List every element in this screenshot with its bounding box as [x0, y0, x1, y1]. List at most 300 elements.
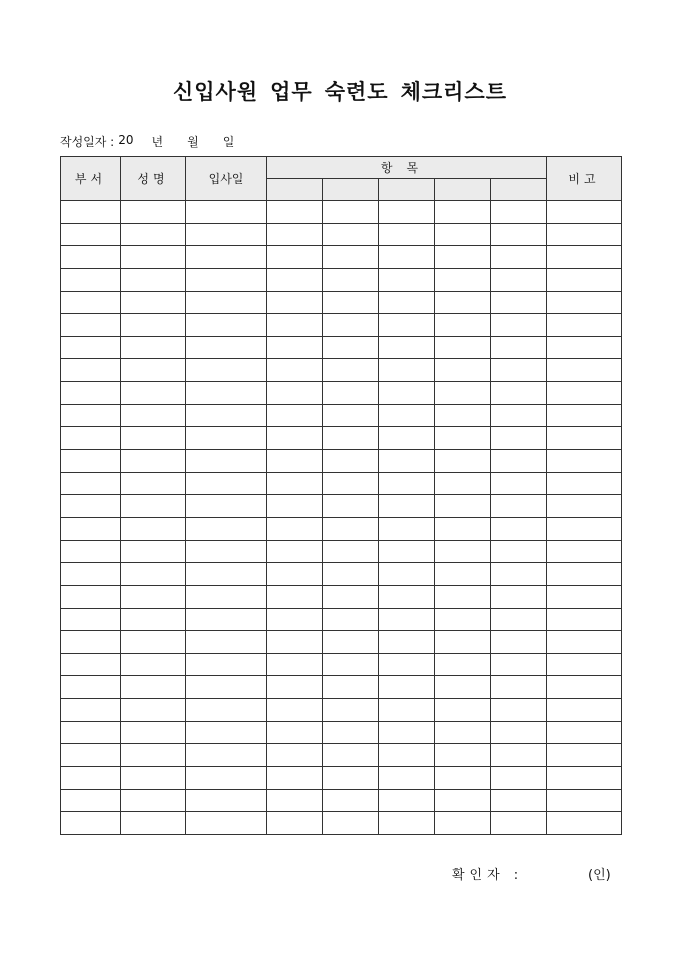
table-cell[interactable] — [491, 563, 547, 586]
table-cell[interactable] — [186, 812, 267, 835]
table-row — [61, 585, 622, 608]
header-department: 부서 — [61, 157, 121, 201]
table-row — [61, 359, 622, 382]
table-cell[interactable] — [379, 744, 435, 767]
table-cell[interactable] — [267, 676, 323, 699]
table-row — [61, 653, 622, 676]
table-cell[interactable] — [435, 721, 491, 744]
table-cell[interactable] — [323, 540, 379, 563]
table-cell[interactable] — [121, 767, 186, 790]
table-cell[interactable] — [323, 631, 379, 654]
table-cell[interactable] — [323, 450, 379, 473]
table-cell[interactable] — [186, 540, 267, 563]
table-cell[interactable] — [323, 721, 379, 744]
table-cell[interactable] — [435, 201, 491, 224]
table-cell[interactable] — [379, 812, 435, 835]
table-cell[interactable] — [435, 540, 491, 563]
table-cell[interactable] — [435, 563, 491, 586]
table-cell[interactable] — [491, 676, 547, 699]
table-cell[interactable] — [121, 653, 186, 676]
table-cell[interactable] — [435, 427, 491, 450]
table-cell[interactable] — [323, 336, 379, 359]
header-name: 성명 — [121, 157, 186, 201]
item-subheader-cell — [491, 179, 547, 201]
table-cell[interactable] — [491, 540, 547, 563]
table-cell[interactable] — [379, 676, 435, 699]
table-cell[interactable] — [323, 223, 379, 246]
table-cell[interactable] — [379, 585, 435, 608]
table-cell[interactable] — [323, 495, 379, 518]
table-cell[interactable] — [491, 608, 547, 631]
table-cell[interactable] — [121, 336, 186, 359]
table-cell[interactable] — [267, 789, 323, 812]
table-cell[interactable] — [491, 721, 547, 744]
table-cell[interactable] — [61, 404, 121, 427]
table-cell[interactable] — [547, 268, 622, 291]
table-row — [61, 246, 622, 269]
table-cell[interactable] — [323, 382, 379, 405]
table-cell[interactable] — [121, 427, 186, 450]
table-cell[interactable] — [61, 540, 121, 563]
table-cell[interactable] — [323, 699, 379, 722]
table-cell[interactable] — [491, 631, 547, 654]
table-cell[interactable] — [547, 812, 622, 835]
table-cell[interactable] — [323, 812, 379, 835]
table-cell[interactable] — [547, 291, 622, 314]
item-subheader-cell — [267, 179, 323, 201]
table-cell[interactable] — [61, 336, 121, 359]
table-cell[interactable] — [121, 246, 186, 269]
table-cell[interactable] — [267, 608, 323, 631]
table-cell[interactable] — [121, 291, 186, 314]
table-row — [61, 450, 622, 473]
table-cell[interactable] — [186, 585, 267, 608]
table-cell[interactable] — [323, 201, 379, 224]
table-cell[interactable] — [61, 268, 121, 291]
table-cell[interactable] — [491, 495, 547, 518]
table-row — [61, 404, 622, 427]
table-cell[interactable] — [379, 314, 435, 337]
table-cell[interactable] — [491, 382, 547, 405]
table-cell[interactable] — [61, 653, 121, 676]
table-cell[interactable] — [267, 563, 323, 586]
table-cell[interactable] — [186, 563, 267, 586]
table-row — [61, 517, 622, 540]
table-cell[interactable] — [121, 314, 186, 337]
table-cell[interactable] — [547, 585, 622, 608]
table-cell[interactable] — [547, 789, 622, 812]
table-cell[interactable] — [267, 223, 323, 246]
table-cell[interactable] — [491, 359, 547, 382]
table-cell[interactable] — [121, 404, 186, 427]
table-cell[interactable] — [379, 201, 435, 224]
table-cell[interactable] — [491, 653, 547, 676]
table-cell[interactable] — [379, 540, 435, 563]
table-cell[interactable] — [323, 608, 379, 631]
table-cell[interactable] — [379, 268, 435, 291]
table-cell[interactable] — [547, 608, 622, 631]
table-cell[interactable] — [547, 699, 622, 722]
table-cell[interactable] — [186, 382, 267, 405]
table-cell[interactable] — [379, 653, 435, 676]
table-cell[interactable] — [267, 585, 323, 608]
table-cell[interactable] — [435, 699, 491, 722]
table-cell[interactable] — [379, 517, 435, 540]
table-cell[interactable] — [186, 744, 267, 767]
table-cell[interactable] — [435, 336, 491, 359]
table-cell[interactable] — [61, 699, 121, 722]
table-cell[interactable] — [186, 404, 267, 427]
table-cell[interactable] — [435, 653, 491, 676]
table-cell[interactable] — [186, 291, 267, 314]
table-cell[interactable] — [186, 699, 267, 722]
table-cell[interactable] — [121, 631, 186, 654]
table-cell[interactable] — [379, 427, 435, 450]
header-remarks: 비고 — [547, 157, 622, 201]
table-cell[interactable] — [121, 608, 186, 631]
table-cell[interactable] — [323, 427, 379, 450]
table-cell[interactable] — [547, 404, 622, 427]
table-cell[interactable] — [61, 427, 121, 450]
table-cell[interactable] — [186, 495, 267, 518]
table-cell[interactable] — [61, 495, 121, 518]
table-cell[interactable] — [379, 721, 435, 744]
table-cell[interactable] — [267, 767, 323, 790]
table-cell[interactable] — [547, 359, 622, 382]
table-cell[interactable] — [267, 336, 323, 359]
table-cell[interactable] — [323, 517, 379, 540]
table-cell[interactable] — [379, 336, 435, 359]
table-cell[interactable] — [267, 472, 323, 495]
table-cell[interactable] — [61, 812, 121, 835]
table-cell[interactable] — [121, 699, 186, 722]
table-cell[interactable] — [491, 517, 547, 540]
table-cell[interactable] — [547, 676, 622, 699]
table-cell[interactable] — [121, 495, 186, 518]
table-row — [61, 472, 622, 495]
table-cell[interactable] — [379, 631, 435, 654]
table-cell[interactable] — [61, 223, 121, 246]
table-row — [61, 767, 622, 790]
date-year-unit: 년 — [151, 135, 164, 149]
table-cell[interactable] — [491, 291, 547, 314]
table-cell[interactable] — [323, 676, 379, 699]
table-cell[interactable] — [61, 472, 121, 495]
table-cell[interactable] — [267, 699, 323, 722]
table-cell[interactable] — [121, 789, 186, 812]
item-subheader-cell — [435, 179, 491, 201]
table-cell[interactable] — [435, 314, 491, 337]
table-cell[interactable] — [186, 450, 267, 473]
table-cell[interactable] — [121, 268, 186, 291]
table-cell[interactable] — [547, 721, 622, 744]
table-cell[interactable] — [435, 812, 491, 835]
table-cell[interactable] — [435, 517, 491, 540]
table-cell[interactable] — [379, 246, 435, 269]
table-cell[interactable] — [435, 223, 491, 246]
table-cell[interactable] — [323, 314, 379, 337]
table-cell[interactable] — [491, 268, 547, 291]
table-cell[interactable] — [121, 585, 186, 608]
table-cell[interactable] — [547, 314, 622, 337]
table-cell[interactable] — [435, 450, 491, 473]
date-day-unit: 일 — [222, 135, 235, 149]
table-cell[interactable] — [186, 201, 267, 224]
title-word: 숙련도 — [324, 79, 389, 104]
table-row — [61, 201, 622, 224]
table-cell[interactable] — [267, 427, 323, 450]
table-cell[interactable] — [61, 314, 121, 337]
table-cell[interactable] — [435, 789, 491, 812]
table-cell[interactable] — [121, 472, 186, 495]
table-cell[interactable] — [267, 246, 323, 269]
table-cell[interactable] — [435, 767, 491, 790]
table-cell[interactable] — [186, 767, 267, 790]
table-cell[interactable] — [379, 450, 435, 473]
table-cell[interactable] — [379, 382, 435, 405]
table-cell[interactable] — [267, 268, 323, 291]
table-cell[interactable] — [491, 789, 547, 812]
table-cell[interactable] — [267, 744, 323, 767]
table-cell[interactable] — [491, 201, 547, 224]
table-cell[interactable] — [186, 314, 267, 337]
table-cell[interactable] — [435, 608, 491, 631]
table-cell[interactable] — [121, 359, 186, 382]
table-cell[interactable] — [379, 767, 435, 790]
table-row — [61, 676, 622, 699]
table-row — [61, 563, 622, 586]
table-cell[interactable] — [61, 517, 121, 540]
date-year-prefix: 20 — [118, 133, 134, 147]
table-cell[interactable] — [267, 314, 323, 337]
table-cell[interactable] — [186, 359, 267, 382]
table-cell[interactable] — [61, 744, 121, 767]
table-cell[interactable] — [323, 268, 379, 291]
table-cell[interactable] — [121, 201, 186, 224]
table-row — [61, 812, 622, 835]
table-cell[interactable] — [547, 336, 622, 359]
table-cell[interactable] — [323, 246, 379, 269]
table-cell[interactable] — [323, 563, 379, 586]
table-cell[interactable] — [547, 563, 622, 586]
table-cell[interactable] — [547, 495, 622, 518]
page-title — [0, 76, 680, 106]
table-cell[interactable] — [186, 517, 267, 540]
table-cell[interactable] — [323, 767, 379, 790]
table-cell[interactable] — [267, 540, 323, 563]
checklist-table — [60, 156, 622, 835]
title-word: 체크리스트 — [400, 79, 508, 104]
table-row — [61, 721, 622, 744]
table-cell[interactable] — [491, 699, 547, 722]
table-cell[interactable] — [61, 721, 121, 744]
table-cell[interactable] — [121, 812, 186, 835]
table-cell[interactable] — [491, 427, 547, 450]
table-cell[interactable] — [547, 223, 622, 246]
table-cell[interactable] — [379, 291, 435, 314]
table-cell[interactable] — [186, 653, 267, 676]
table-cell[interactable] — [379, 359, 435, 382]
table-cell[interactable] — [491, 472, 547, 495]
table-cell[interactable] — [186, 676, 267, 699]
table-cell[interactable] — [379, 472, 435, 495]
table-cell[interactable] — [267, 382, 323, 405]
table-row — [61, 291, 622, 314]
table-row — [61, 540, 622, 563]
table-row — [61, 382, 622, 405]
table-row — [61, 223, 622, 246]
confirm-label: 확인자 : — [452, 868, 524, 883]
title-word: 신입사원 — [172, 79, 259, 104]
table-cell[interactable] — [61, 382, 121, 405]
table-cell[interactable] — [267, 721, 323, 744]
table-cell[interactable] — [379, 495, 435, 518]
table-cell[interactable] — [491, 336, 547, 359]
table-cell[interactable] — [435, 359, 491, 382]
table-cell[interactable] — [491, 223, 547, 246]
table-cell[interactable] — [267, 291, 323, 314]
table-cell[interactable] — [491, 767, 547, 790]
table-cell[interactable] — [491, 450, 547, 473]
title-word: 업무 — [270, 79, 313, 104]
seal-mark: (인) — [588, 868, 611, 883]
table-cell[interactable] — [186, 472, 267, 495]
table-cell[interactable] — [267, 201, 323, 224]
table-cell[interactable] — [61, 608, 121, 631]
table-cell[interactable] — [61, 450, 121, 473]
table-cell[interactable] — [547, 540, 622, 563]
table-cell[interactable] — [186, 268, 267, 291]
table-cell[interactable] — [547, 767, 622, 790]
table-cell[interactable] — [121, 540, 186, 563]
table-cell[interactable] — [323, 744, 379, 767]
table-cell[interactable] — [186, 246, 267, 269]
table-cell[interactable] — [323, 359, 379, 382]
table-row — [61, 314, 622, 337]
table-cell[interactable] — [186, 336, 267, 359]
header-items: 항목 — [267, 157, 547, 179]
table-cell[interactable] — [379, 608, 435, 631]
table-cell[interactable] — [186, 608, 267, 631]
table-cell[interactable] — [61, 246, 121, 269]
table-cell[interactable] — [267, 653, 323, 676]
table-cell[interactable] — [379, 223, 435, 246]
table-cell[interactable] — [547, 382, 622, 405]
table-cell[interactable] — [491, 404, 547, 427]
table-cell[interactable] — [121, 721, 186, 744]
date-month-unit: 월 — [187, 135, 199, 149]
table-cell[interactable] — [61, 201, 121, 224]
table-cell[interactable] — [547, 427, 622, 450]
table-cell[interactable] — [267, 631, 323, 654]
table-cell[interactable] — [121, 450, 186, 473]
table-cell[interactable] — [435, 404, 491, 427]
table-cell[interactable] — [61, 585, 121, 608]
table-cell[interactable] — [379, 563, 435, 586]
table-cell[interactable] — [121, 382, 186, 405]
table-cell[interactable] — [323, 789, 379, 812]
table-cell[interactable] — [435, 495, 491, 518]
date-row — [60, 133, 234, 150]
table-cell[interactable] — [547, 450, 622, 473]
table-cell[interactable] — [267, 359, 323, 382]
table-cell[interactable] — [267, 404, 323, 427]
table-row — [61, 744, 622, 767]
table-cell[interactable] — [323, 653, 379, 676]
table-cell[interactable] — [379, 699, 435, 722]
table-cell[interactable] — [379, 789, 435, 812]
table-cell[interactable] — [267, 517, 323, 540]
table-cell[interactable] — [121, 563, 186, 586]
table-cell[interactable] — [186, 631, 267, 654]
table-cell[interactable] — [435, 676, 491, 699]
table-row — [61, 699, 622, 722]
table-cell[interactable] — [61, 359, 121, 382]
table-row — [61, 631, 622, 654]
table-cell[interactable] — [491, 585, 547, 608]
table-cell[interactable] — [491, 744, 547, 767]
table-cell[interactable] — [547, 201, 622, 224]
table-cell[interactable] — [547, 472, 622, 495]
table-cell[interactable] — [121, 517, 186, 540]
table-cell[interactable] — [267, 812, 323, 835]
table-cell[interactable] — [323, 291, 379, 314]
table-cell[interactable] — [61, 789, 121, 812]
table-cell[interactable] — [547, 246, 622, 269]
table-cell[interactable] — [435, 472, 491, 495]
table-cell[interactable] — [61, 563, 121, 586]
table-cell[interactable] — [491, 246, 547, 269]
table-cell[interactable] — [186, 223, 267, 246]
table-cell[interactable] — [547, 653, 622, 676]
table-cell[interactable] — [267, 450, 323, 473]
table-cell[interactable] — [435, 246, 491, 269]
table-cell[interactable] — [61, 676, 121, 699]
table-cell[interactable] — [121, 744, 186, 767]
table-row — [61, 427, 622, 450]
item-subheader-cell — [323, 179, 379, 201]
table-cell[interactable] — [435, 744, 491, 767]
table-cell[interactable] — [267, 495, 323, 518]
table-cell[interactable] — [323, 472, 379, 495]
table-cell[interactable] — [435, 585, 491, 608]
table-cell[interactable] — [186, 789, 267, 812]
table-cell[interactable] — [491, 812, 547, 835]
table-cell[interactable] — [435, 268, 491, 291]
table-cell[interactable] — [547, 744, 622, 767]
table-cell[interactable] — [547, 631, 622, 654]
table-cell[interactable] — [61, 631, 121, 654]
table-cell[interactable] — [435, 291, 491, 314]
table-cell[interactable] — [121, 676, 186, 699]
header-hire-date: 입사일 — [186, 157, 267, 201]
table-cell[interactable] — [323, 404, 379, 427]
table-cell[interactable] — [323, 585, 379, 608]
table-cell[interactable] — [491, 314, 547, 337]
table-cell[interactable] — [186, 721, 267, 744]
table-cell[interactable] — [547, 517, 622, 540]
table-cell[interactable] — [435, 382, 491, 405]
table-cell[interactable] — [379, 404, 435, 427]
table-cell[interactable] — [186, 427, 267, 450]
table-row — [61, 789, 622, 812]
table-cell[interactable] — [61, 767, 121, 790]
table-row — [61, 608, 622, 631]
table-cell[interactable] — [121, 223, 186, 246]
table-cell[interactable] — [61, 291, 121, 314]
table-cell[interactable] — [435, 631, 491, 654]
date-label: 작성일자 : — [60, 135, 115, 149]
